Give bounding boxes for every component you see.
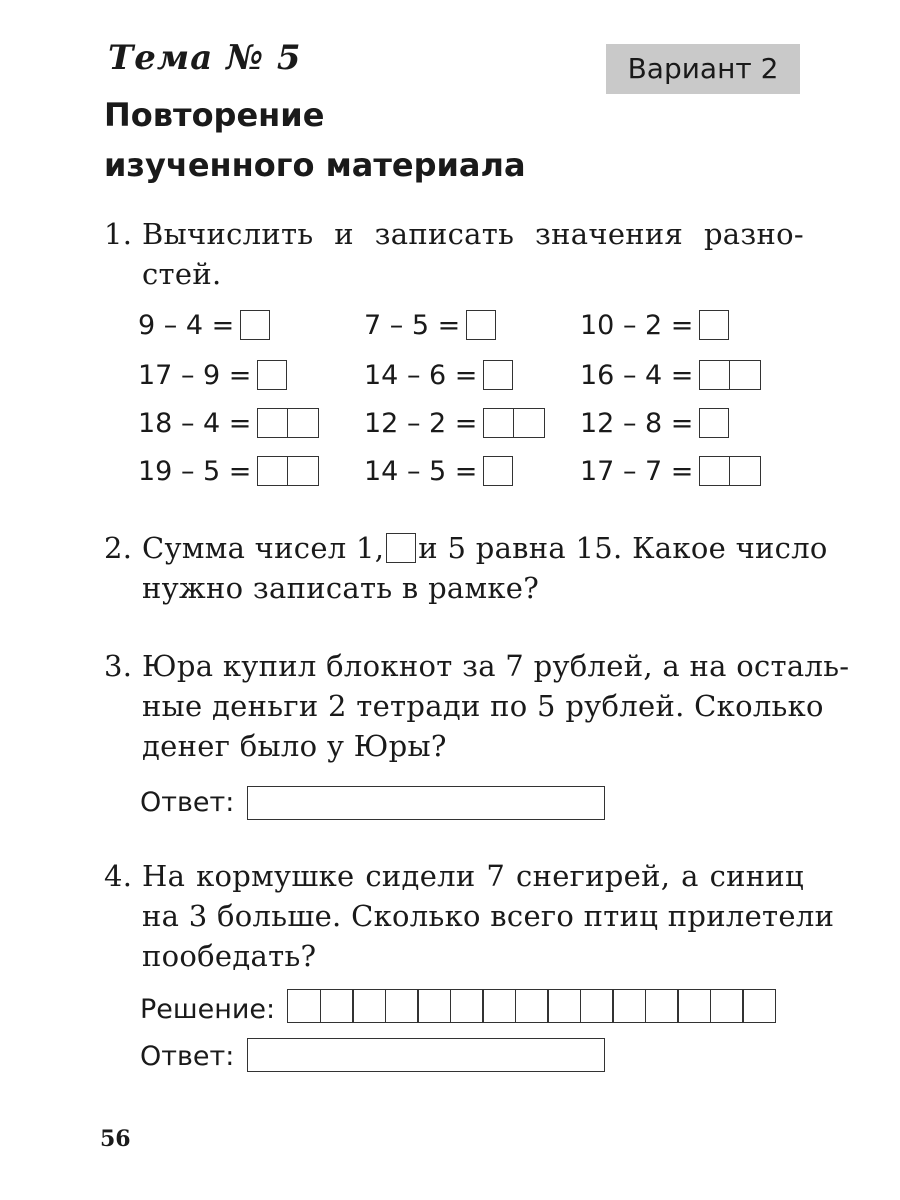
solution-cell[interactable]	[612, 989, 646, 1023]
subtraction-expression	[364, 306, 496, 346]
task-4-solution-label: Решение:	[140, 994, 276, 1025]
task-4-line-1: На кормушке сидели 7 снегирей, а синиц	[142, 859, 804, 893]
subtraction-expression	[580, 306, 729, 346]
task-2-line-1	[142, 528, 828, 568]
subtraction-expression	[364, 452, 513, 492]
topic-heading: Тема № 5	[108, 38, 302, 78]
expression-text: 17 – 9 =	[138, 360, 252, 391]
solution-cell[interactable]	[580, 989, 614, 1023]
solution-cell[interactable]	[287, 989, 321, 1023]
expression-text: 12 – 8 =	[580, 408, 694, 439]
task-1-number: 1.	[104, 217, 133, 251]
solution-cell[interactable]	[742, 989, 776, 1023]
subtraction-expression	[138, 452, 319, 492]
task-3-answer-label: Ответ:	[140, 787, 235, 818]
variant-badge: Вариант 2	[606, 44, 800, 94]
solution-cell[interactable]	[547, 989, 581, 1023]
title-line-1: Повторение	[104, 96, 325, 134]
expression-text: 14 – 5 =	[364, 456, 478, 487]
task-4-text	[142, 856, 835, 976]
task-4-answer-field[interactable]	[247, 1038, 605, 1072]
task-4-answer-label: Ответ:	[140, 1041, 235, 1072]
task-1-line-2: стей.	[142, 257, 222, 291]
task-2-line-2: нужно записать в рамке?	[142, 571, 540, 605]
expression-text: 10 – 2 =	[580, 310, 694, 341]
answer-box-one-digit[interactable]	[257, 360, 287, 390]
subtraction-expression	[138, 306, 270, 346]
solution-cell[interactable]	[417, 989, 451, 1023]
answer-box-one-digit[interactable]	[483, 456, 513, 486]
solution-cell[interactable]	[385, 989, 419, 1023]
expression-text: 9 – 4 =	[138, 310, 235, 341]
task-4-line-2: на 3 больше. Сколько всего птиц прилетели	[142, 899, 835, 933]
task-3-number: 3.	[104, 649, 133, 683]
task-2-text	[142, 528, 828, 608]
answer-box-one-digit[interactable]	[240, 310, 270, 340]
expression-text: 7 – 5 =	[364, 310, 461, 341]
answer-box-two-digit[interactable]	[483, 408, 545, 438]
task-3-answer-field[interactable]	[247, 786, 605, 820]
task-3-text	[142, 646, 850, 766]
page-number: 56	[100, 1126, 131, 1152]
solution-cell[interactable]	[677, 989, 711, 1023]
answer-box-one-digit[interactable]	[699, 310, 729, 340]
solution-cell[interactable]	[710, 989, 744, 1023]
answer-box-two-digit[interactable]	[699, 456, 761, 486]
subtraction-expression	[138, 356, 287, 396]
subtraction-expression	[364, 404, 545, 444]
solution-cell[interactable]	[482, 989, 516, 1023]
answer-box-one-digit[interactable]	[466, 310, 496, 340]
task-4-line-3: пообедать?	[142, 939, 317, 973]
task-2-line-1-part-1: Сумма чисел 1,	[142, 531, 385, 565]
task-1	[0, 214, 900, 294]
expression-text: 14 – 6 =	[364, 360, 478, 391]
solution-cell[interactable]	[450, 989, 484, 1023]
subtraction-expression	[580, 452, 761, 492]
expression-text: 18 – 4 =	[138, 408, 252, 439]
solution-cell[interactable]	[645, 989, 679, 1023]
task-4	[0, 856, 900, 976]
answer-box-two-digit[interactable]	[257, 408, 319, 438]
solution-cell[interactable]	[320, 989, 354, 1023]
expression-text: 19 – 5 =	[138, 456, 252, 487]
task-4-solution-grid[interactable]	[287, 989, 775, 1023]
subtraction-expression	[580, 404, 729, 444]
task-4-number: 4.	[104, 859, 133, 893]
task-2	[0, 528, 900, 608]
answer-box-two-digit[interactable]	[699, 360, 761, 390]
title-line-2: изученного материала	[104, 146, 526, 184]
subtraction-expression	[138, 404, 319, 444]
task-3-line-1: Юра купил блокнот за 7 рублей, а на осталь-	[142, 649, 850, 683]
expression-text: 17 – 7 =	[580, 456, 694, 487]
blank-frame-box[interactable]	[386, 533, 416, 563]
task-2-line-1-part-2: и 5 равна 15. Какое число	[418, 531, 828, 565]
task-3-line-3: денег было у Юры?	[142, 729, 447, 763]
answer-box-two-digit[interactable]	[257, 456, 319, 486]
answer-box-one-digit[interactable]	[699, 408, 729, 438]
expression-text: 12 – 2 =	[364, 408, 478, 439]
task-2-number: 2.	[104, 531, 133, 565]
task-1-line-1: Вычислить и записать значения разно-	[142, 217, 804, 251]
task-3-line-2: ные деньги 2 тетради по 5 рублей. Сколько	[142, 689, 824, 723]
answer-box-one-digit[interactable]	[483, 360, 513, 390]
expression-text: 16 – 4 =	[580, 360, 694, 391]
task-3	[0, 646, 900, 766]
task-1-text	[142, 214, 804, 294]
solution-cell[interactable]	[515, 989, 549, 1023]
subtraction-expression	[580, 356, 761, 396]
solution-cell[interactable]	[352, 989, 386, 1023]
subtraction-expression	[364, 356, 513, 396]
